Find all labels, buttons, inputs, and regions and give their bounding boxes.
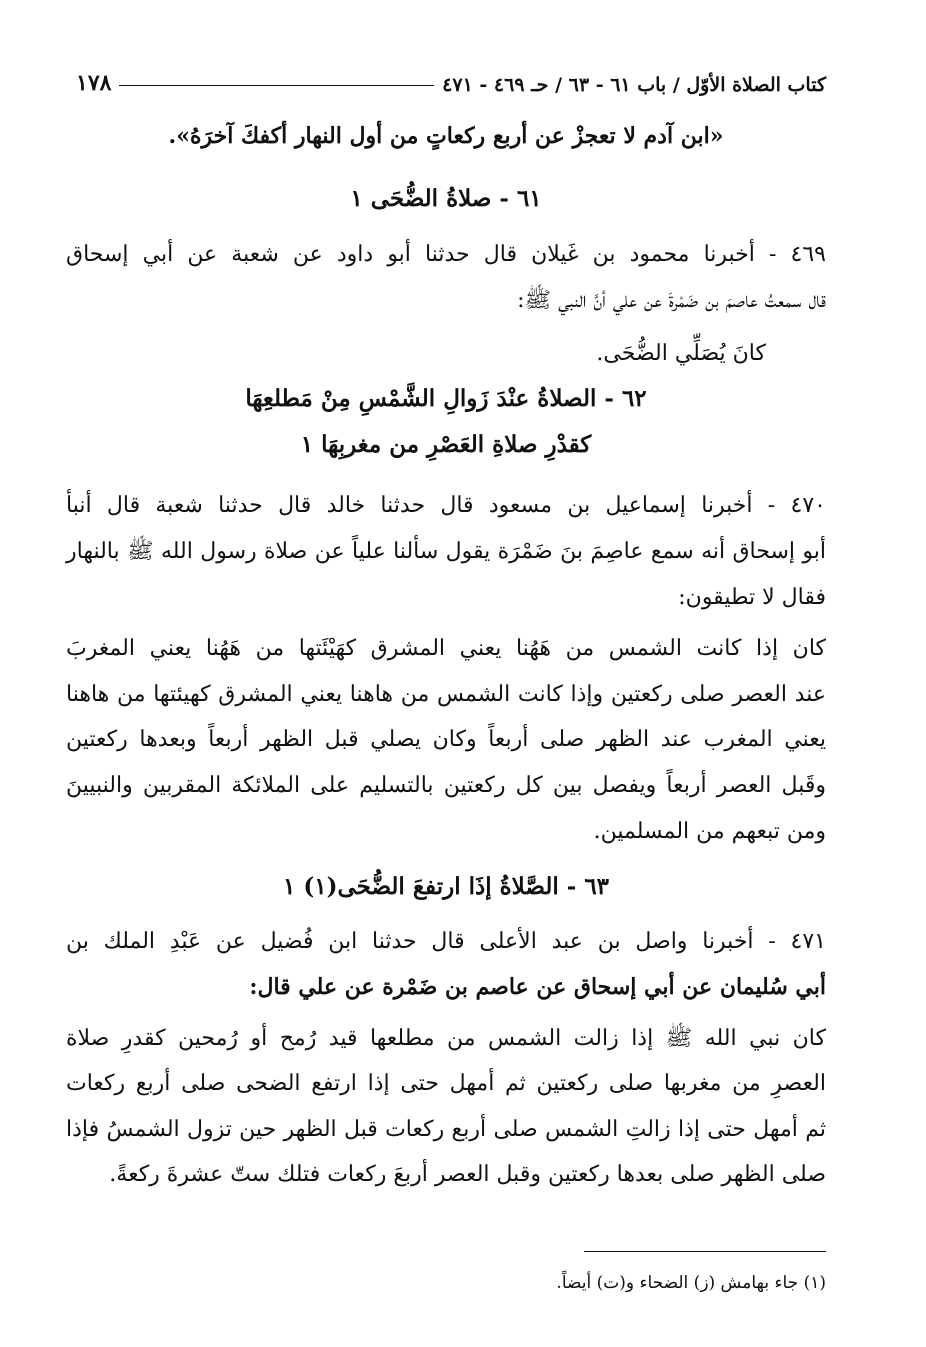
text-line: ثم أمهل حتى إذا زالتِ الشمس صلى أربع ركعات قبل الظهر حين تزول الشمسُ فإذا	[66, 1117, 826, 1142]
text-line: ٤٧٠ - أخبرنا إسماعيل بن مسعود قال حدثنا خالد قال حدثنا شعبة قال أنبأ	[66, 493, 826, 518]
text-line: ٤٧١ - أخبرنا واصل بن عبد الأعلى قال حدثنا ابن فُضيل عن عَبْدِ الملك بن	[66, 929, 826, 954]
text-line: فقال لا تطيقون:	[678, 585, 826, 610]
text-line: وقَبل العصر أربعاً ويفصل بين كل ركعتين بالتسليم على الملائكة المقربين والنبيينَ	[66, 773, 826, 798]
chapter-heading-62-cont: كقدْرِ صلاةِ العَصْرِ من مغربِهَا ١	[300, 431, 592, 458]
text-line: كان إذا كانت الشمس من هَهُنا يعني المشرق كهَيْئَتها من هَهُنا يعني المغربَ	[66, 636, 826, 661]
chapter-heading-62: ٦٢ - الصلاةُ عنْدَ زَوالِ الشَّمْسِ مِنْ مَطلعِهَا	[245, 385, 647, 412]
footnote-rule	[584, 1251, 826, 1252]
running-header	[66, 62, 826, 96]
header-rule	[119, 85, 434, 86]
text-line: «ابن آدم لا تعجزْ عن أربع ركعاتٍ من أول النهار أكفكَ آخرَهُ».	[168, 123, 724, 149]
running-title: كتاب الصلاة الأوّل / باب ٦١ - ٦٣ / حـ ٤٦٩ - ٤٧١	[442, 74, 826, 96]
text-line: ومن تبعهم من المسلمين.	[593, 819, 826, 844]
text-line: صلى الظهر صلى بعدها ركعتين وقبل العصر أربعَ ركعات فتلك ستّ عشرةَ ركعةً.	[109, 1162, 826, 1187]
text-line: العصرِ من مغربها صلى ركعتين ثم أمهل حتى إذا ارتفع الضحى صلى أربع ركعات	[66, 1071, 826, 1096]
footnote: (١) جاء بهامش (ز) الضحاء و(ت) أيضاً.	[556, 1273, 826, 1293]
text-line: قال سمعتُ عاصمَ بن ضَمْرةَ عن علي أنَّ النبي ﷺ:	[517, 288, 826, 313]
page-number: ١٧٨	[76, 70, 112, 96]
text-line: كانَ يُصَلِّي الضُّحَى.	[596, 341, 766, 366]
text-line: ٤٦٩ - أخبرنا محمود بن غَيلان قال حدثنا أبو داود عن شعبة عن أبي إسحاق	[66, 242, 826, 267]
text-line: أبي سُليمان عن أبي إسحاق عن عاصم بن ضَمْرة عن علي قال:	[249, 974, 826, 1000]
text-line: كان نبي الله ﷺ إذا زالت الشمس من مطلعها قيد رُمح أو رُمحين كقدرِ صلاة	[66, 1026, 826, 1051]
chapter-heading-61: ٦١ - صلاةُ الضُّحَى ١	[350, 185, 542, 212]
text-line: عند العصر صلى ركعتين وإذا كانت الشمس من هاهنا يعني المشرق كهيئتها من هاهنا	[66, 682, 826, 707]
text-line: يعني المغرب عند الظهر صلى أربعاً وكان يصلي قبل الظهر أربعاً وبعدها ركعتين	[66, 727, 826, 752]
chapter-heading-63: ٦٣ - الصَّلاةُ إذَا ارتفعَ الضُّحَى(١) ١	[282, 873, 610, 900]
text-line: أبو إسحاق أنه سمع عاصِمَ بنَ ضَمْرَة يقول سألنا علياً عن صلاة رسول الله ﷺ بالنهار	[66, 539, 826, 564]
